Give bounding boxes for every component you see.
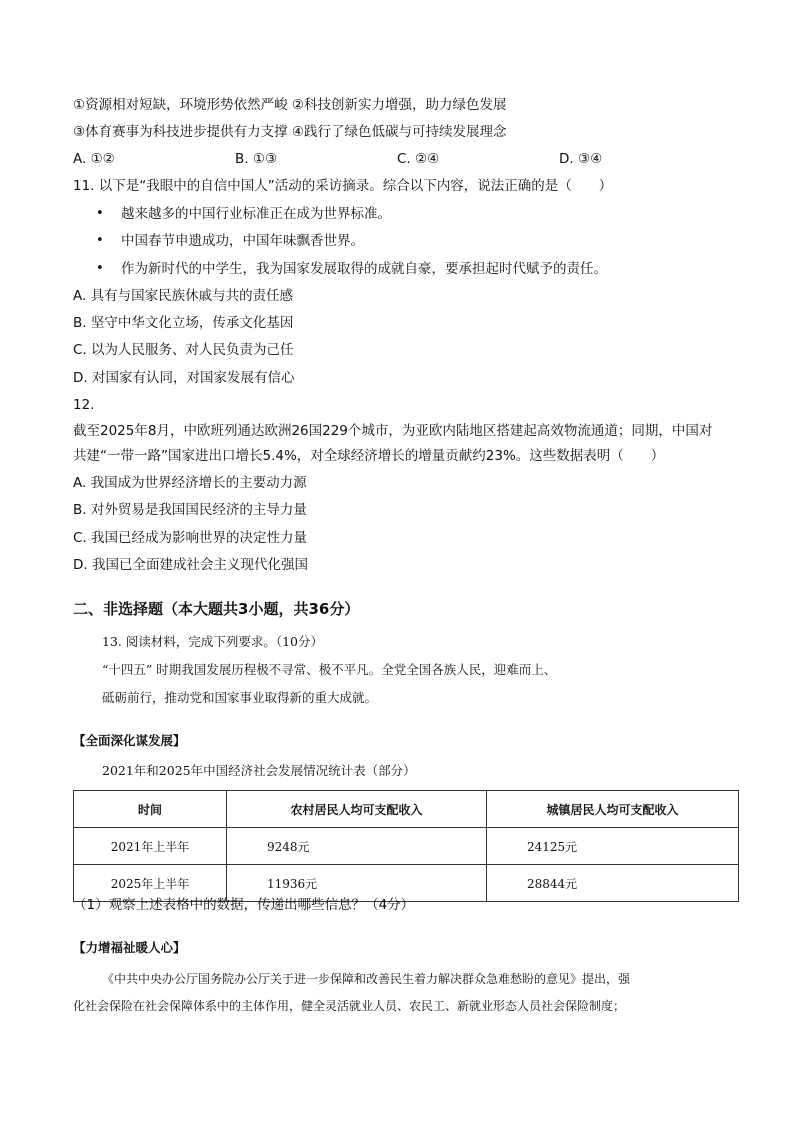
table-header-rural-income: 农村居民人均可支配收入 [227, 791, 487, 828]
q11-bullet-2: 中国春节申遗成功，中国年味飘香世界。 [121, 233, 364, 249]
table-row [74, 828, 739, 865]
q12-option-b: B. 对外贸易是我国国民经济的主导力量 [73, 502, 307, 518]
q13-intro-line-2: 砥砺前行，推动党和国家事业取得新的重大成就。 [102, 690, 378, 705]
q11-bullet-3: 作为新时代的中学生，我为国家发展取得的成就自豪，要承担起时代赋予的责任。 [121, 261, 607, 277]
q11-option-d: D. 对国家有认同，对国家发展有信心 [73, 370, 295, 386]
table-caption: 2021年和2025年中国经济社会发展情况统计表（部分） [102, 763, 416, 778]
q12-option-a: A. 我国成为世界经济增长的主要动力源 [73, 475, 307, 491]
q11-stem: 11. 以下是“我眼中的自信中国人”活动的采访摘录。综合以下内容，说法正确的是（ ） [73, 178, 613, 194]
q10-option-a: A. ①② [73, 151, 115, 167]
table-cell-urban: 24125元 [487, 828, 739, 865]
income-statistics-table [73, 790, 739, 902]
bullet-icon: • [96, 261, 104, 276]
section-2-title: 二、非选择题（本大题共3小题，共36分） [73, 600, 360, 618]
q13-intro-line-1: “十四五” 时期我国发展历程极不寻常、极不平凡。全党全国各族人民，迎难而上、 [102, 662, 557, 677]
q12-stem-line-1: 截至2025年8月，中欧班列通达欧洲26国229个城市，为亚欧内陆地区搭建起高效物流通道；同期，中国对 [73, 423, 713, 439]
q12-option-d: D. 我国已全面建成社会主义现代化强国 [73, 557, 308, 573]
q11-option-c: C. 以为人民服务、对人民负责为己任 [73, 342, 294, 358]
q11-bullet-1: 越来越多的中国行业标准正在成为世界标准。 [121, 206, 391, 222]
q13-paragraph-line-1: 《中共中央办公厅国务院办公厅关于进一步保障和改善民生着力解决群众急难愁盼的意见》提出，强 [102, 972, 631, 986]
bullet-icon: • [96, 206, 104, 221]
bullet-icon: • [96, 233, 104, 248]
q10-statement-line-2: ③体育赛事为科技进步提供有力支撑 ④践行了绿色低碳与可持续发展理念 [73, 124, 507, 140]
q13-subsection-2-title: 【力增福祉暖人心】 [73, 940, 186, 955]
q12-stem-line-2: 共建“一带一路”国家进出口增长5.4%，对全球经济增长的增量贡献约23%。这些数据表明（ ） [73, 448, 665, 464]
table-cell-period: 2021年上半年 [74, 828, 227, 865]
q12-option-c: C. 我国已经成为影响世界的决定性力量 [73, 530, 308, 546]
table-header-time: 时间 [74, 791, 227, 828]
table-cell-period: 2025年上半年 [74, 865, 227, 902]
q12-number: 12. [73, 397, 95, 413]
table-cell-urban: 28844元 [487, 865, 739, 902]
q10-option-c: C. ②④ [397, 151, 440, 167]
q13-heading: 13. 阅读材料，完成下列要求。（10分） [102, 634, 324, 649]
table-header-row [74, 791, 739, 828]
q11-option-b: B. 坚守中华文化立场，传承文化基因 [73, 315, 294, 331]
q11-option-a: A. 具有与国家民族休戚与共的责任感 [73, 288, 294, 304]
table-cell-rural: 9248元 [227, 828, 487, 865]
q10-option-b: B. ①③ [235, 151, 278, 167]
q13-subsection-1-title: 【全面深化谋发展】 [73, 733, 186, 748]
q13-question-1: （1）观察上述表格中的数据，传递出哪些信息？（4分） [73, 897, 415, 913]
q10-option-d: D. ③④ [559, 151, 603, 167]
table-cell-rural: 11936元 [227, 865, 487, 902]
q13-paragraph-line-2: 化社会保险在社会保障体系中的主体作用，健全灵活就业人员、农民工、新就业形态人员社会保险制度； [73, 999, 626, 1013]
q10-statement-line-1: ①资源相对短缺，环境形势依然严峻 ②科技创新实力增强，助力绿色发展 [73, 97, 507, 113]
table-header-urban-income: 城镇居民人均可支配收入 [487, 791, 739, 828]
